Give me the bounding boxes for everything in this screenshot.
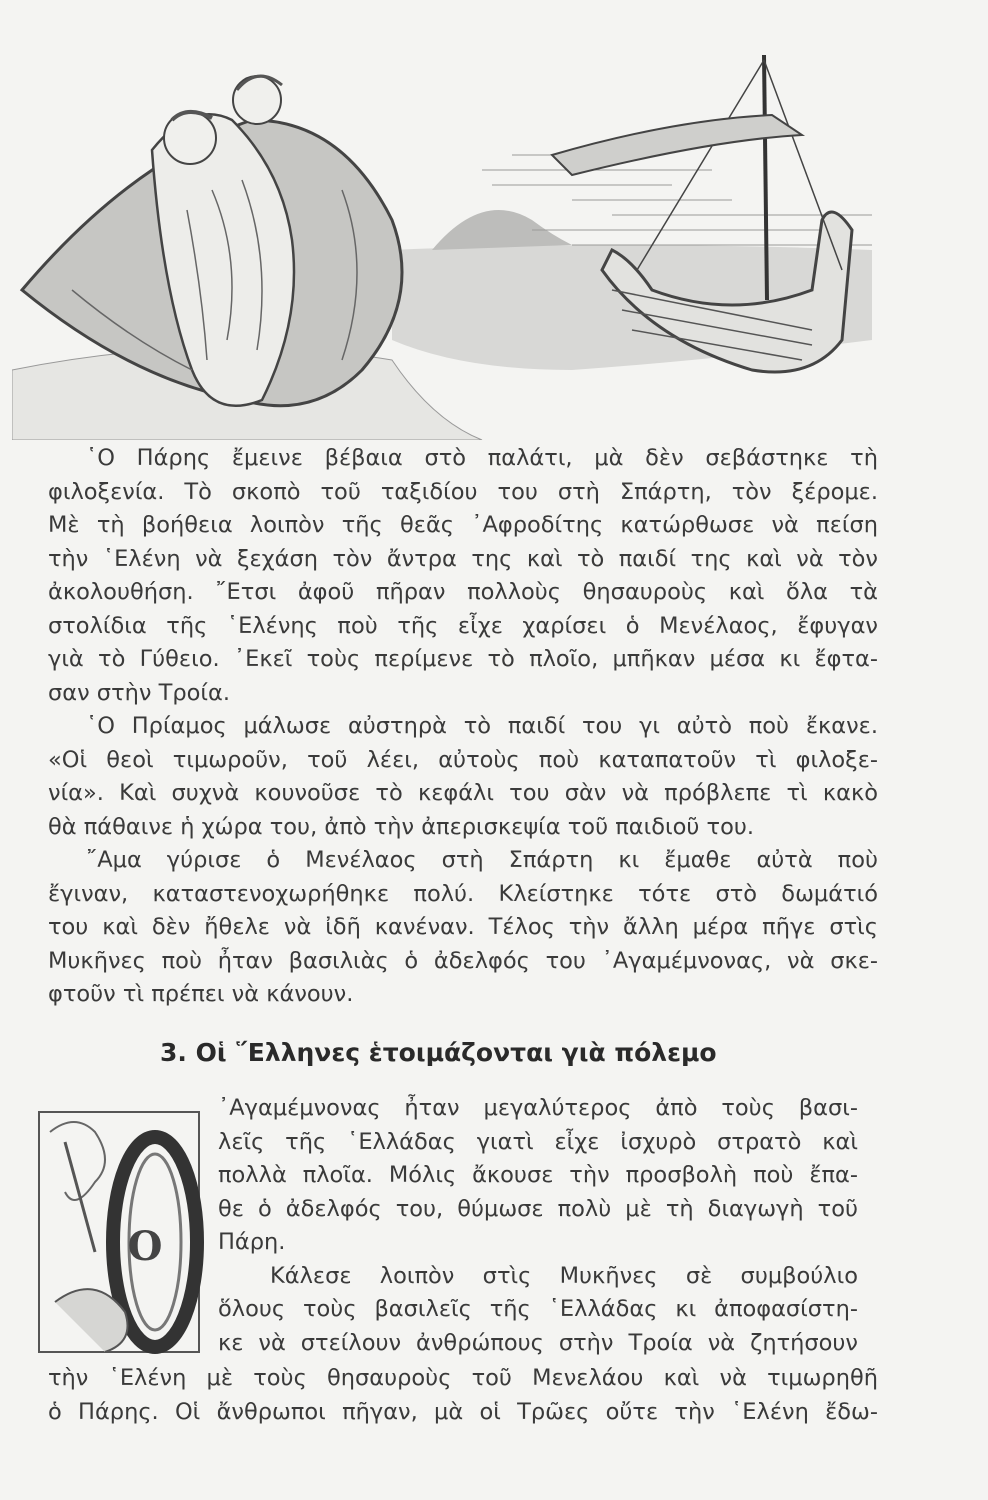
text-line: ῎Αμα γύρισε ὁ Μενέλαος στὴ Σπάρτη κι ἔμαθε αὐτὰ ποὺ bbox=[86, 847, 878, 873]
text-line: Κάλεσε λοιπὸν στὶς Μυκῆνες σὲ συμβούλιο bbox=[270, 1262, 858, 1289]
text-line: νία». Καὶ συχνὰ κουνοῦσε τὸ κεφάλι του σὰν νὰ πρόβλεπε τὶ κακὸ bbox=[48, 780, 878, 806]
drop-cap-letter: Ο bbox=[127, 1223, 163, 1270]
text-line: φτοῦν τὶ πρέπει νὰ κάνουν. bbox=[48, 981, 354, 1007]
top-paragraphs bbox=[48, 442, 878, 1012]
drop-cap-o bbox=[35, 1102, 205, 1360]
text-line: φιλοξενία. Τὸ σκοπὸ τοῦ ταξιδίου του στὴ Σπάρτη, τὸν ξέρομε. bbox=[48, 478, 878, 505]
text-line: του καὶ δὲν ἤθελε νὰ ἰδῆ κανέναν. Τέλος τὴν ἄλλη μέρα πῆγε στὶς bbox=[48, 914, 878, 940]
text-line: ὁ Πάρης. Οἱ ἄνθρωποι πῆγαν, μὰ οἱ Τρῶες οὔτε τὴν ῾Ελένη ἔδω- bbox=[48, 1398, 878, 1425]
tail-paragraph bbox=[48, 1362, 878, 1429]
illustration-paris-helen-ship bbox=[12, 40, 872, 440]
text-line: γιὰ τὸ Γύθειο. ᾿Εκεῖ τοὺς περίμενε τὸ πλοῖο, μπῆκαν μέσα κι ἔφτα- bbox=[48, 646, 878, 672]
text-line: θε ὁ ἀδελφός του, θύμωσε πολὺ μὲ τὴ διαγωγὴ τοῦ bbox=[218, 1195, 858, 1222]
text-line: ὅλους τοὺς βασιλεῖς τῆς ῾Ελλάδας κι ἀποφασίστη- bbox=[218, 1296, 858, 1322]
text-line: θὰ πάθαινε ἡ χώρα του, ἀπὸ τὴν ἀπερισκεψία τοῦ παιδιοῦ του. bbox=[48, 813, 755, 840]
text-line: πολλὰ πλοῖα. Μόλις ἄκουσε τὴν προσβολὴ ποὺ ἔπα- bbox=[218, 1162, 858, 1188]
text-line: τὴν ῾Ελένη μὲ τοὺς θησαυροὺς τοῦ Μενελάου καὶ νὰ τιμωρηθῆ bbox=[48, 1365, 878, 1391]
text-line: ῾Ο Πρίαμος μάλωσε αὐστηρὰ τὸ παιδί του γι αὐτὸ ποὺ ἔκανε. bbox=[86, 713, 878, 739]
text-line: στολίδια τῆς ῾Ελένης ποὺ τῆς εἶχε χαρίσει ὁ Μενέλαος, ἔφυγαν bbox=[48, 612, 878, 639]
text-line: σαν στὴν Τροία. bbox=[48, 679, 230, 706]
text-line: Πάρη. bbox=[218, 1229, 286, 1255]
text-line: ἔγιναν, καταστενοχωρήθηκε πολύ. Κλείστηκε τότε στὸ δωμάτιό bbox=[48, 880, 878, 907]
text-line: ᾿Αγαμέμνονας ἦταν μεγαλύτερος ἀπὸ τοὺς βασι- bbox=[218, 1095, 858, 1121]
text-line: Μυκῆνες ποὺ ἦταν βασιλιὰς ὁ ἀδελφός του ᾿Αγαμέμνονας, νὰ σκε- bbox=[48, 947, 878, 974]
text-line: τὴν ῾Ελένη νὰ ξεχάση τὸν ἄντρα της καὶ τὸ παιδί της καὶ νὰ τὸν bbox=[48, 545, 878, 572]
text-line: κε νὰ στείλουν ἀνθρώπους στὴν Τροία νὰ ζητήσουν bbox=[218, 1329, 858, 1356]
section-heading: 3. Οἱ ῞Ελληνες ἑτοιμάζονται γιὰ πόλεμο bbox=[160, 1038, 717, 1067]
text-line: ἀκολουθήση. ῎Ετσι ἀφοῦ πῆραν πολλοὺς θησαυροὺς καὶ ὅλα τὰ bbox=[48, 579, 878, 605]
text-line: ῾Ο Πάρης ἔμεινε βέβαια στὸ παλάτι, μὰ δὲν σεβάστηκε τὴ bbox=[86, 445, 878, 471]
section-paragraph bbox=[218, 1092, 858, 1360]
text-line: λεῖς τῆς ῾Ελλάδας γιατὶ εἶχε ἰσχυρὸ στρατὸ καὶ bbox=[218, 1128, 858, 1155]
text-line: «Οἱ θεοὶ τιμωροῦν, τοῦ λέει, αὐτοὺς ποὺ καταπατοῦν τὶ φιλοξε- bbox=[48, 746, 878, 773]
text-line: Μὲ τὴ βοήθεια λοιπὸν τῆς θεᾶς ᾿Αφροδίτης κατώρθωσε νὰ πείση bbox=[48, 512, 878, 538]
